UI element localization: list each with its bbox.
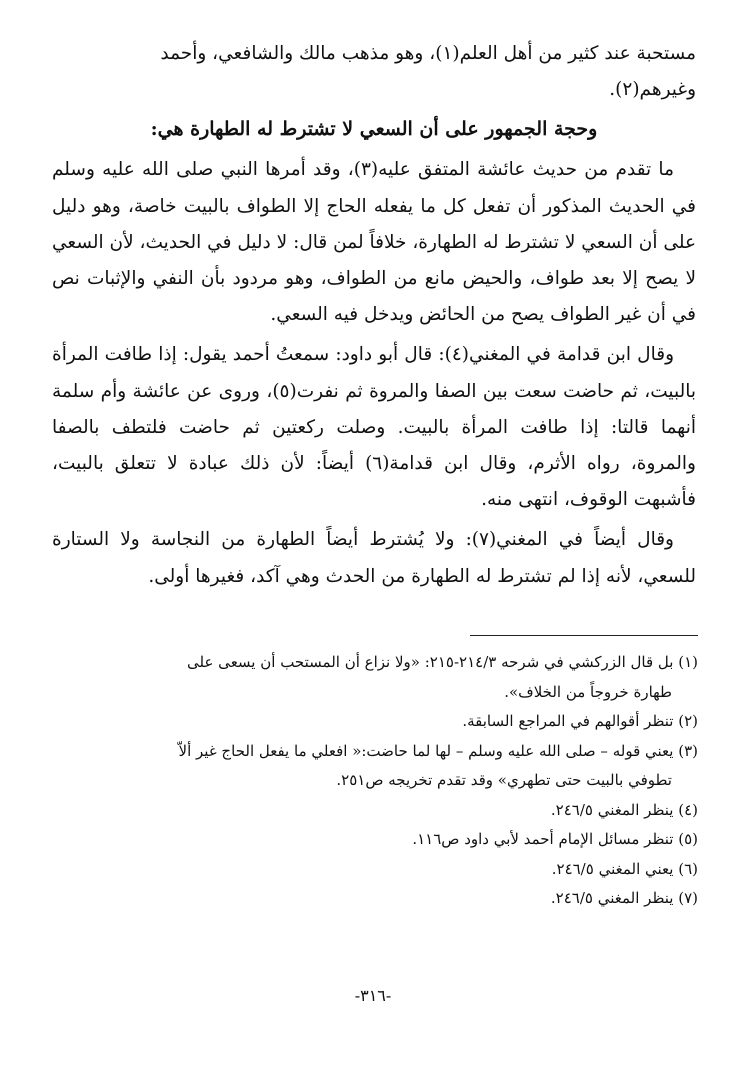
- footnote-1-line-1: (١) بل قال الزركشي في شرحه ٢١٤/٣-٢١٥: «ولا نزاع أن المستحب أن يسعى على: [187, 653, 698, 671]
- section-heading: وحجة الجمهور على أن السعي لا تشترط له الطهارة هي:: [150, 118, 598, 141]
- paragraph-2: ما تقدم من حديث عائشة المتفق عليه(٣)، وقد أمرها النبي صلى الله عليه وسلم في الحديث المذكور أن تفعل كل ما يفعله الحاج إلا الطواف بالبيت خاصة، وهو دليل على أن السعي لا تشترط له الطهارة، خلافاً لمن قال: لا دليل في الحديث، لأن السعي لا يصح إلا بعد طواف، والحيض مانع من الطواف، وهو مردود بأن النفي والإثبات نص في أن غير الطواف يصح من الحائض ويدخل فيه السعي.: [52, 159, 696, 326]
- page-number: -٣١٦-: [354, 986, 392, 1005]
- footnote-2: (٢) تنظر أقوالهم في المراجع السابقة.: [462, 712, 698, 730]
- paragraph-3: وقال ابن قدامة في المغني(٤): قال أبو داود: سمعتُ أحمد يقول: إذا طافت المرأة بالبيت، ثم حاضت سعت بين الصفا والمروة ثم نفرت(٥)، وروى عن عائشة وأم سلمة أنهما قالتا: إذا طافت المرأة بالبيت. وصلت ركعتين ثم حاضت فلتطف بالصفا والمروة، رواه الأثرم، وقال ابن قدامة(٦) أيضاً: لأن ذلك عبادة لا تتعلق بالبيت، فأشبهت الوقوف، انتهى منه.: [52, 344, 696, 511]
- footnote-7: (٧) ينظر المغني ٢٤٦/٥.: [550, 889, 698, 907]
- paragraph-4: وقال أيضاً في المغني(٧): ولا يُشترط أيضاً الطهارة من النجاسة ولا الستارة للسعي، لأنه إذا لم تشترط له الطهارة من الحدث وهي آكد، فغيرها أولى.: [52, 529, 696, 587]
- paragraph-1-line-2: وغيرهم(٢).: [609, 79, 696, 101]
- paragraph-1-line-1: مستحبة عند كثير من أهل العلم(١)، وهو مذهب مالك والشافعي، وأحمد: [160, 43, 696, 64]
- footnote-4: (٤) ينظر المغني ٢٤٦/٥.: [550, 800, 698, 819]
- footnotes: [50, 648, 698, 914]
- footnote-divider: [470, 635, 698, 636]
- footnote-5: (٥) تنظر مسائل الإمام أحمد لأبي داود ص١١٦.: [412, 830, 698, 848]
- footnote-3-line-2: تطوفي بالبيت حتى تطهري» وقد تقدم تخريجه ص٢٥١.: [336, 771, 672, 789]
- footnote-3-line-1: (٣) يعني قوله – صلى الله عليه وسلم – لها لما حاضت:« افعلي ما يفعل الحاج غير ألاّ: [178, 741, 698, 760]
- footnote-6: (٦) يعني المغني ٢٤٦/٥.: [551, 859, 698, 878]
- page-body: [52, 36, 696, 595]
- footnote-1-line-2: طهارة خروجاً من الخلاف».: [504, 682, 672, 701]
